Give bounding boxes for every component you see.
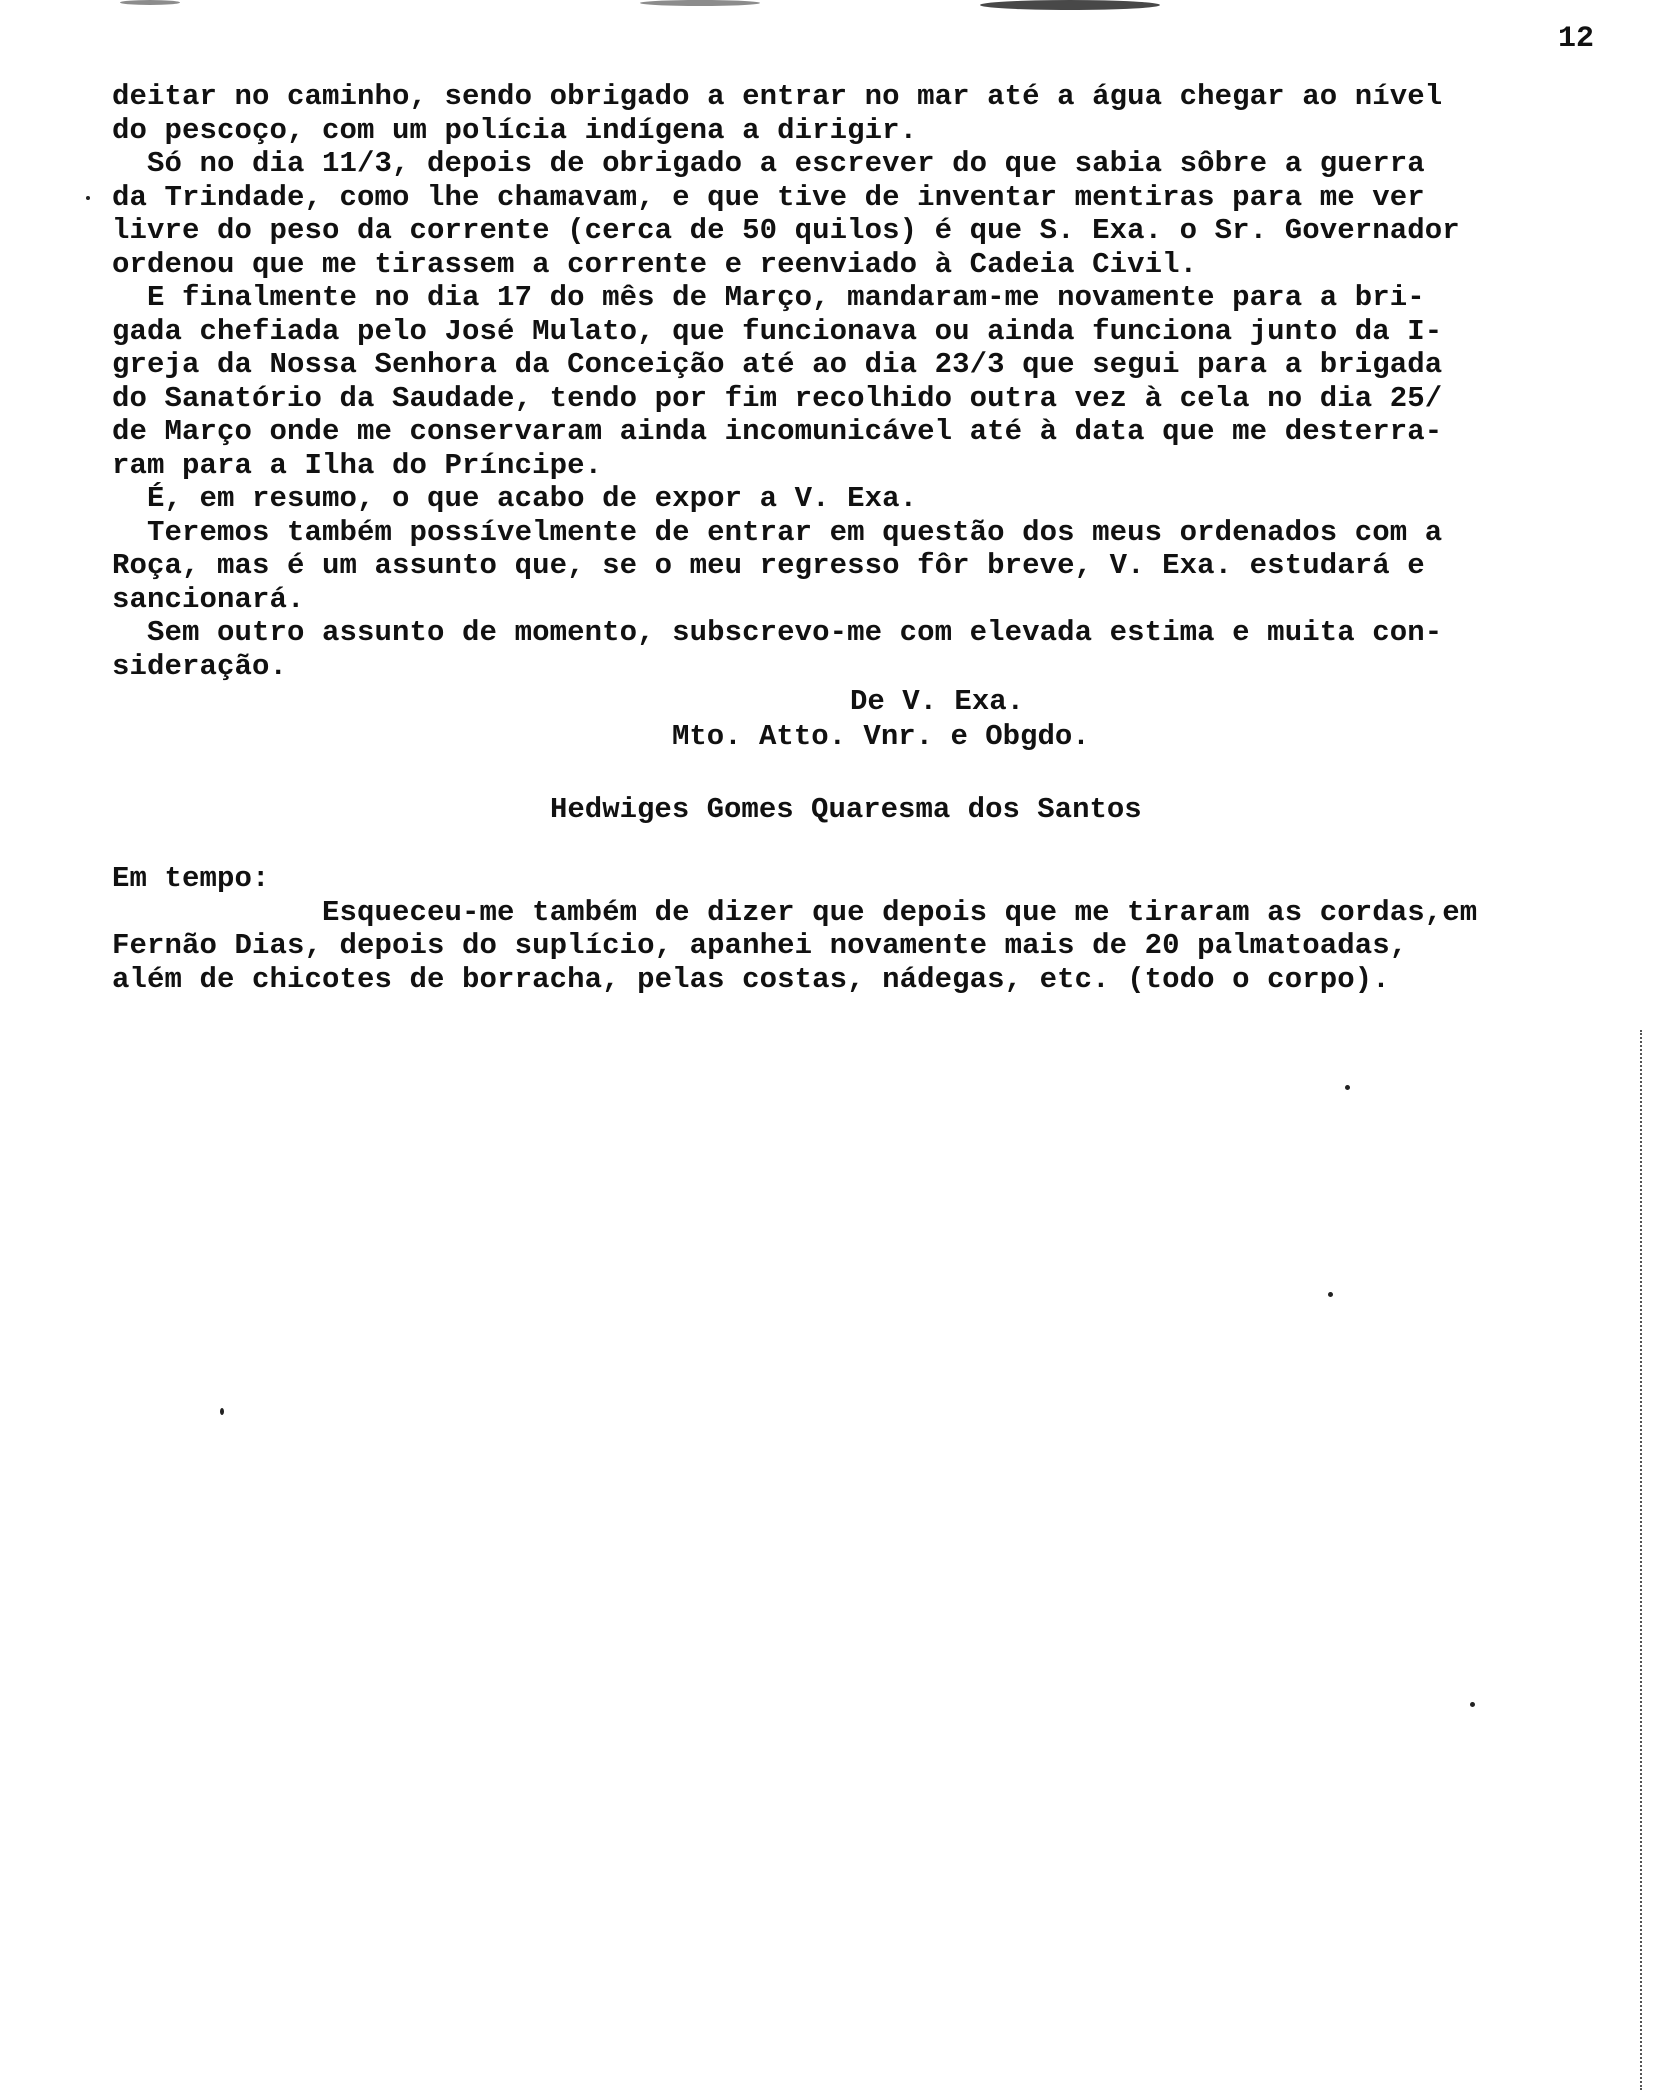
scan-speck — [1470, 1702, 1475, 1707]
body-line: sancionará. — [112, 582, 305, 616]
scan-smudge — [980, 0, 1160, 10]
body-line: greja da Nossa Senhora da Conceição até ao dia 23/3 que segui para a brigada — [112, 348, 1443, 381]
body-line: Sem outro assunto de momento, subscrevo-me com elevada estima e muita con- — [112, 616, 1443, 649]
scan-smudge — [120, 0, 180, 5]
body-line: gada chefiada pelo José Mulato, que funcionava ou ainda funciona junto da I- — [112, 314, 1443, 348]
postscript-line: além de chicotes de borracha, pelas costas, nádegas, etc. (todo o corpo). — [112, 962, 1390, 996]
scan-edge — [1640, 1030, 1642, 2090]
body-line: da Trindade, como lhe chamavam, e que tive de inventar mentiras para me ver — [112, 180, 1425, 214]
postscript-heading: Em tempo: — [112, 862, 270, 895]
body-line: sideração. — [112, 649, 288, 683]
scan-speck — [220, 1408, 224, 1415]
body-line: de Março onde me conservaram ainda incomunicável até à data que me desterra- — [112, 415, 1443, 448]
scan-speck — [1328, 1292, 1333, 1297]
postscript-line: Esqueceu-me também de dizer que depois que me tiraram as cordas,em — [112, 895, 1478, 929]
body-line: do Sanatório da Saudade, tendo por fim recolhido outra vez à cela no dia 25/ — [112, 381, 1443, 415]
body-line: deitar no caminho, sendo obrigado a entrar no mar até a água chegar ao nível — [112, 80, 1443, 113]
scan-speck — [86, 196, 90, 200]
body-line: Roça, mas é um assunto que, se o meu regresso fôr breve, V. Exa. estudará e — [112, 549, 1425, 582]
page-number: 12 — [1558, 22, 1595, 56]
signature-name: Hedwiges Gomes Quaresma dos Santos — [550, 793, 1142, 826]
body-line: É, em resumo, o que acabo de expor a V. Exa. — [112, 482, 918, 515]
postscript — [112, 862, 1652, 996]
body-line: livre do peso da corrente (cerca de 50 quilos) é que S. Exa. o Sr. Governador — [112, 214, 1460, 247]
body-line: ordenou que me tirassem a corrente e reenviado à Cadeia Civil. — [112, 247, 1198, 281]
body-line: ram para a Ilha do Príncipe. — [112, 448, 603, 482]
letter-body — [112, 80, 1652, 683]
body-line: Só no dia 11/3, depois de obrigado a escrever do que sabia sôbre a guerra — [112, 147, 1425, 180]
body-line: do pescoço, com um polícia indígena a dirigir. — [112, 113, 918, 147]
closing-line-1: De V. Exa. — [850, 685, 1025, 718]
postscript-line: Fernão Dias, depois do suplício, apanhei novamente mais de 20 palmatoadas, — [112, 929, 1408, 962]
scan-speck — [1345, 1085, 1350, 1090]
body-line: Teremos também possívelmente de entrar em questão dos meus ordenados com a — [112, 515, 1443, 549]
scan-smudge — [640, 0, 760, 6]
closing-line-2: Mto. Atto. Vnr. e Obgdo. — [672, 720, 1090, 753]
body-line: E finalmente no dia 17 do mês de Março, mandaram-me novamente para a bri- — [112, 281, 1425, 314]
